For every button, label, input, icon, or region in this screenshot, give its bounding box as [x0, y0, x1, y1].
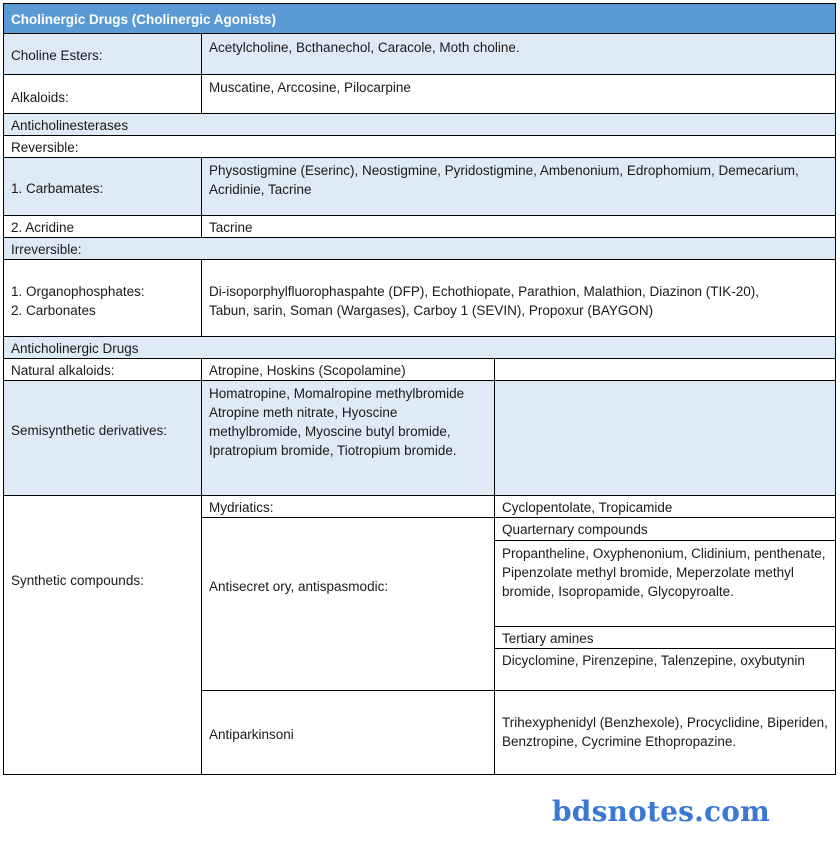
organophosphates-value-line2: Tabun, sarin, Soman (Wargases), Carboy 1 (SEVIN), Propoxur (BAYGON)	[209, 303, 654, 318]
divider	[4, 157, 835, 158]
carbamates-value: Physostigmine (Eserinc), Neostigmine, Pyridostigmine, Ambenonium, Edrophomium, Demecarium, Acridinie, Tacrine	[209, 163, 799, 197]
divider	[4, 33, 835, 34]
tertiary-heading: Tertiary amines	[502, 631, 594, 646]
organophosphates-value	[202, 280, 835, 322]
divider	[202, 690, 835, 691]
divider	[201, 34, 202, 114]
watermark: bdsnotes.com	[552, 795, 770, 828]
quaternary-heading: Quarternary compounds	[502, 522, 648, 537]
semisynthetic-label: Semisynthetic derivatives:	[11, 423, 168, 438]
organophosphates-value-line1: Di-isoporphylfluorophaspahte (DFP), Echothiopate, Parathion, Malathion, Diazinon (TIK-20),	[209, 284, 760, 299]
divider	[4, 380, 835, 381]
divider	[495, 540, 835, 541]
choline-esters-value: Acetylcholine, Bcthanechol, Caracole, Moth choline.	[209, 40, 520, 55]
antisecretory-label: Antisecret ory, antispasmodic:	[209, 579, 389, 594]
divider	[4, 336, 835, 337]
divider	[4, 495, 835, 496]
acridine-value: Tacrine	[209, 220, 253, 235]
drug-classification-table	[3, 3, 836, 775]
table-title: Cholinergic Drugs (Cholinergic Agonists)	[4, 4, 835, 34]
divider	[4, 237, 835, 238]
organophosphates-label-line1: 1. Organophosphates:	[11, 284, 145, 299]
choline-esters-label: Choline Esters:	[11, 48, 103, 63]
natural-alkaloids-value: Atropine, Hoskins (Scopolamine)	[209, 363, 406, 378]
divider	[495, 648, 835, 649]
alkaloids-label: Alkaloids:	[11, 90, 69, 105]
divider	[4, 113, 835, 114]
antiparkinsonian-label: Antiparkinsoni	[209, 727, 294, 742]
mydriatics-value: Cyclopentolate, Tropicamide	[502, 500, 673, 515]
divider	[495, 626, 835, 627]
divider	[201, 359, 202, 775]
alkaloids-value: Muscatine, Arccosine, Pilocarpine	[209, 80, 411, 95]
acridine-label: 2. Acridine	[11, 220, 75, 235]
divider	[4, 215, 835, 216]
quaternary-value: Propantheline, Oxyphenonium, Clidinium, penthenate, Pipenzolate methyl bromide, Meperzolate methyl bromide, Isopropamide, Glycopyroalte.	[502, 546, 826, 599]
tertiary-value: Dicyclomine, Pirenzepine, Talenzepine, oxybutynin	[502, 653, 805, 668]
mydriatics-label: Mydriatics:	[209, 500, 274, 515]
irreversible-heading: Irreversible:	[4, 238, 835, 260]
semisynthetic-value: Homatropine, Momalropine methylbromide Atropine meth nitrate, Hyoscine methylbromide, Myoscine butyl bromide, Ipratropium bromide, Tiotropium bromide.	[209, 386, 465, 458]
anticholinesterases-heading: Anticholinesterases	[4, 114, 835, 136]
carbamates-label: 1. Carbamates:	[11, 181, 104, 196]
natural-alkaloids-label: Natural alkaloids:	[11, 363, 115, 378]
divider	[4, 259, 835, 260]
divider	[201, 260, 202, 337]
divider	[4, 358, 835, 359]
divider	[494, 359, 495, 775]
divider	[202, 517, 835, 518]
divider	[201, 158, 202, 238]
organophosphates-label-line2: 2. Carbonates	[11, 303, 96, 318]
divider	[4, 135, 835, 136]
synthetic-label: Synthetic compounds:	[11, 573, 144, 588]
reversible-heading: Reversible:	[11, 140, 79, 155]
divider	[4, 74, 835, 75]
organophosphates-label	[4, 280, 202, 322]
anticholinergic-heading: Anticholinergic Drugs	[4, 337, 835, 359]
antiparkinsonian-value: Trihexyphenidyl (Benzhexole), Procyclidine, Biperiden, Benztropine, Cycrimine Ethopropazine.	[502, 715, 828, 749]
